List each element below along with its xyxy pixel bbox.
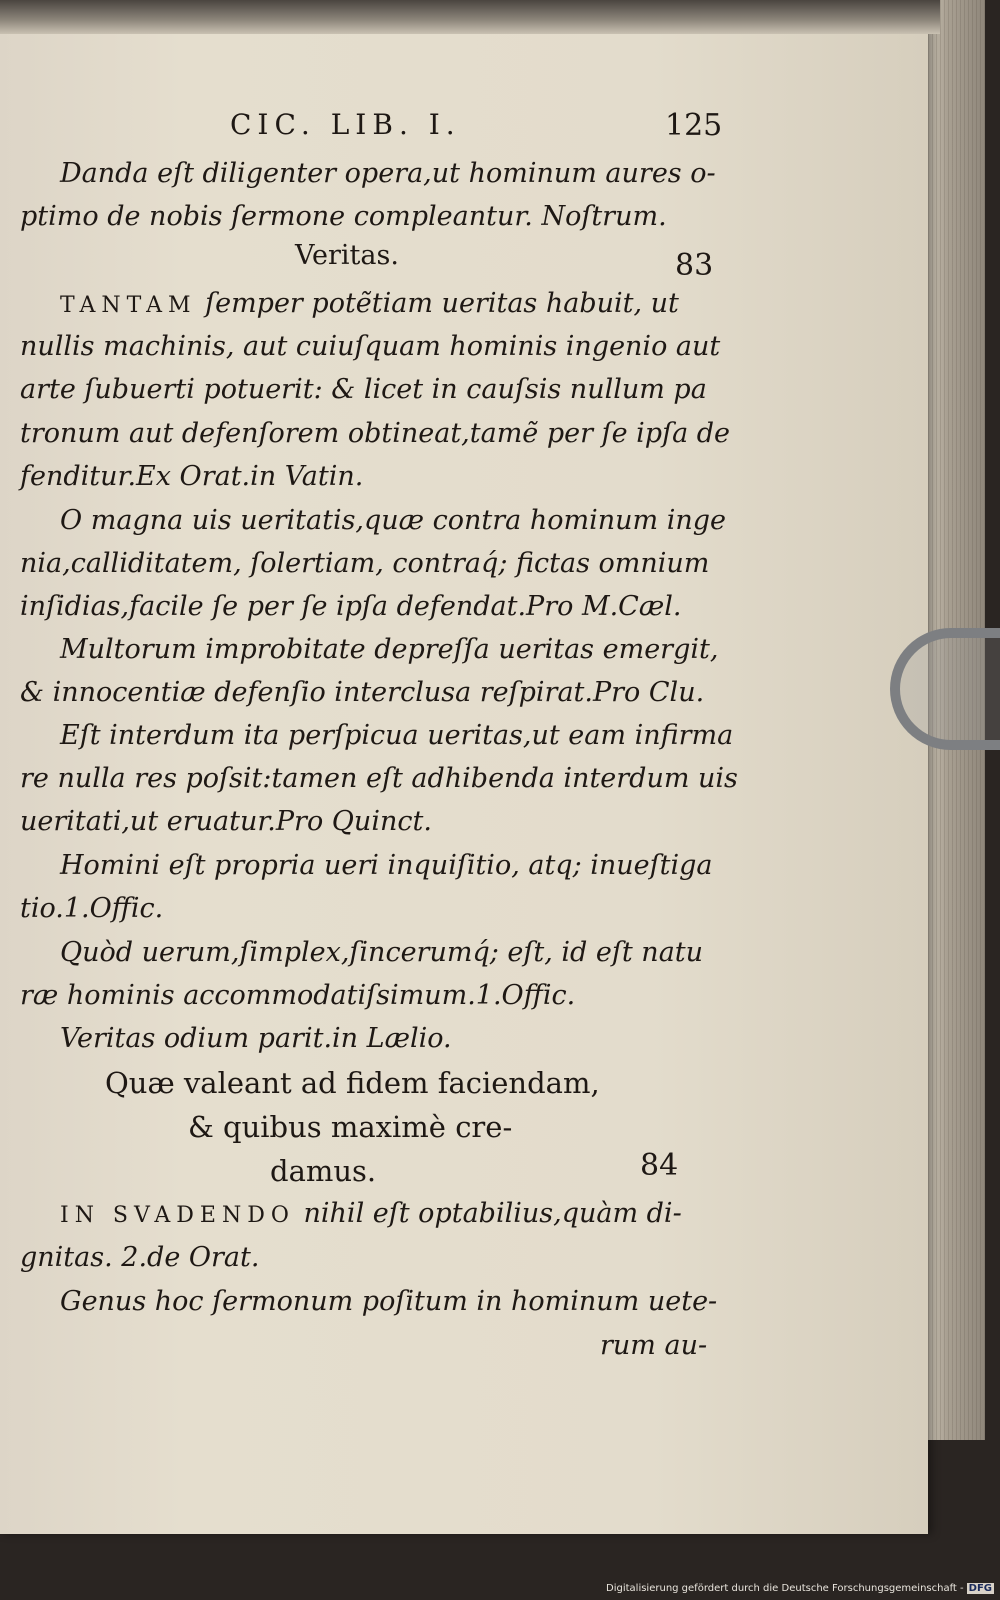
section-heading: Veritas. bbox=[295, 240, 399, 271]
text-line: ptimo de nobis ſermone compleantur. Noſtrum. bbox=[20, 201, 667, 232]
book-page bbox=[0, 28, 928, 1534]
text-line: ræ hominis accommodatiſsimum.1.Offic. bbox=[20, 980, 576, 1011]
text-line: nullis machinis, aut cuiuſquam hominis ingenio aut bbox=[20, 331, 721, 362]
text-line: O magna uis ueritatis,quæ contra hominum inge bbox=[60, 505, 726, 536]
folio-number: 125 bbox=[665, 108, 723, 143]
text-line: & innocentiæ defenſio interclusa reſpirat.Pro Clu. bbox=[20, 677, 705, 708]
text-line: ueritati,ut eruatur.Pro Quinct. bbox=[20, 806, 432, 837]
digitization-credit: Digitalisierung gefördert durch die Deutsche Forschungsgemeinschaft - DFG bbox=[606, 1583, 992, 1594]
text-line: nia,calliditatem, ſolertiam, contraq́; fictas omnium bbox=[20, 548, 710, 579]
section-number: 84 bbox=[640, 1148, 679, 1183]
text-line: Eſt interdum ita perſpicua ueritas,ut eam infirma bbox=[60, 720, 734, 751]
section-heading: & quibus maximè cre- bbox=[188, 1110, 513, 1144]
section-heading: damus. bbox=[270, 1154, 377, 1188]
text-line: Quòd uerum,ſimplex,ſincerumq́; eſt, id eſt natu bbox=[60, 937, 704, 968]
dfg-logo: DFG bbox=[968, 1583, 992, 1594]
running-title: CIC. LIB. I. bbox=[230, 108, 461, 141]
text-line: Danda eſt diligenter opera,ut hominum aures o- bbox=[60, 158, 716, 189]
initial-words: IN SVADENDO bbox=[60, 1203, 295, 1228]
page-top-edge bbox=[0, 0, 940, 34]
section-number: 83 bbox=[675, 248, 714, 283]
section-heading: Quæ valeant ad fidem faciendam, bbox=[105, 1066, 600, 1100]
text-line: tio.1.Offic. bbox=[20, 893, 164, 924]
text-line: Veritas odium parit.in Lælio. bbox=[60, 1023, 452, 1054]
text-line: rum au- bbox=[600, 1330, 708, 1361]
initial-words: TANTAM bbox=[60, 293, 197, 318]
text-line: IN SVADENDO nihil eſt optabilius,quàm di- bbox=[60, 1198, 682, 1229]
text-line: tronum aut defenſorem obtineat,tamẽ per ſe ipſa de bbox=[20, 418, 731, 449]
text-line: Multorum improbitate depreſſa ueritas emergit, bbox=[60, 634, 719, 665]
text-line: arte ſubuerti potuerit: & licet in cauſsis nullum pa bbox=[20, 374, 707, 405]
text-line: Genus hoc ſermonum poſitum in hominum uete- bbox=[60, 1286, 718, 1317]
text-line: re nulla res poſsit:tamen eſt adhibenda interdum uis bbox=[20, 763, 738, 794]
text-line: fenditur.Ex Orat.in Vatin. bbox=[20, 461, 364, 492]
text-line: Homini eſt propria ueri inquiſitio, atq; inueſtiga bbox=[60, 850, 713, 881]
text-line: TANTAM ſemper potẽtiam ueritas habuit, ut bbox=[60, 288, 679, 319]
text-line: inſidias,facile ſe per ſe ipſa defendat.Pro M.Cæl. bbox=[20, 591, 682, 622]
text-line: gnitas. 2.de Orat. bbox=[20, 1242, 260, 1273]
page-clip bbox=[890, 628, 1000, 750]
